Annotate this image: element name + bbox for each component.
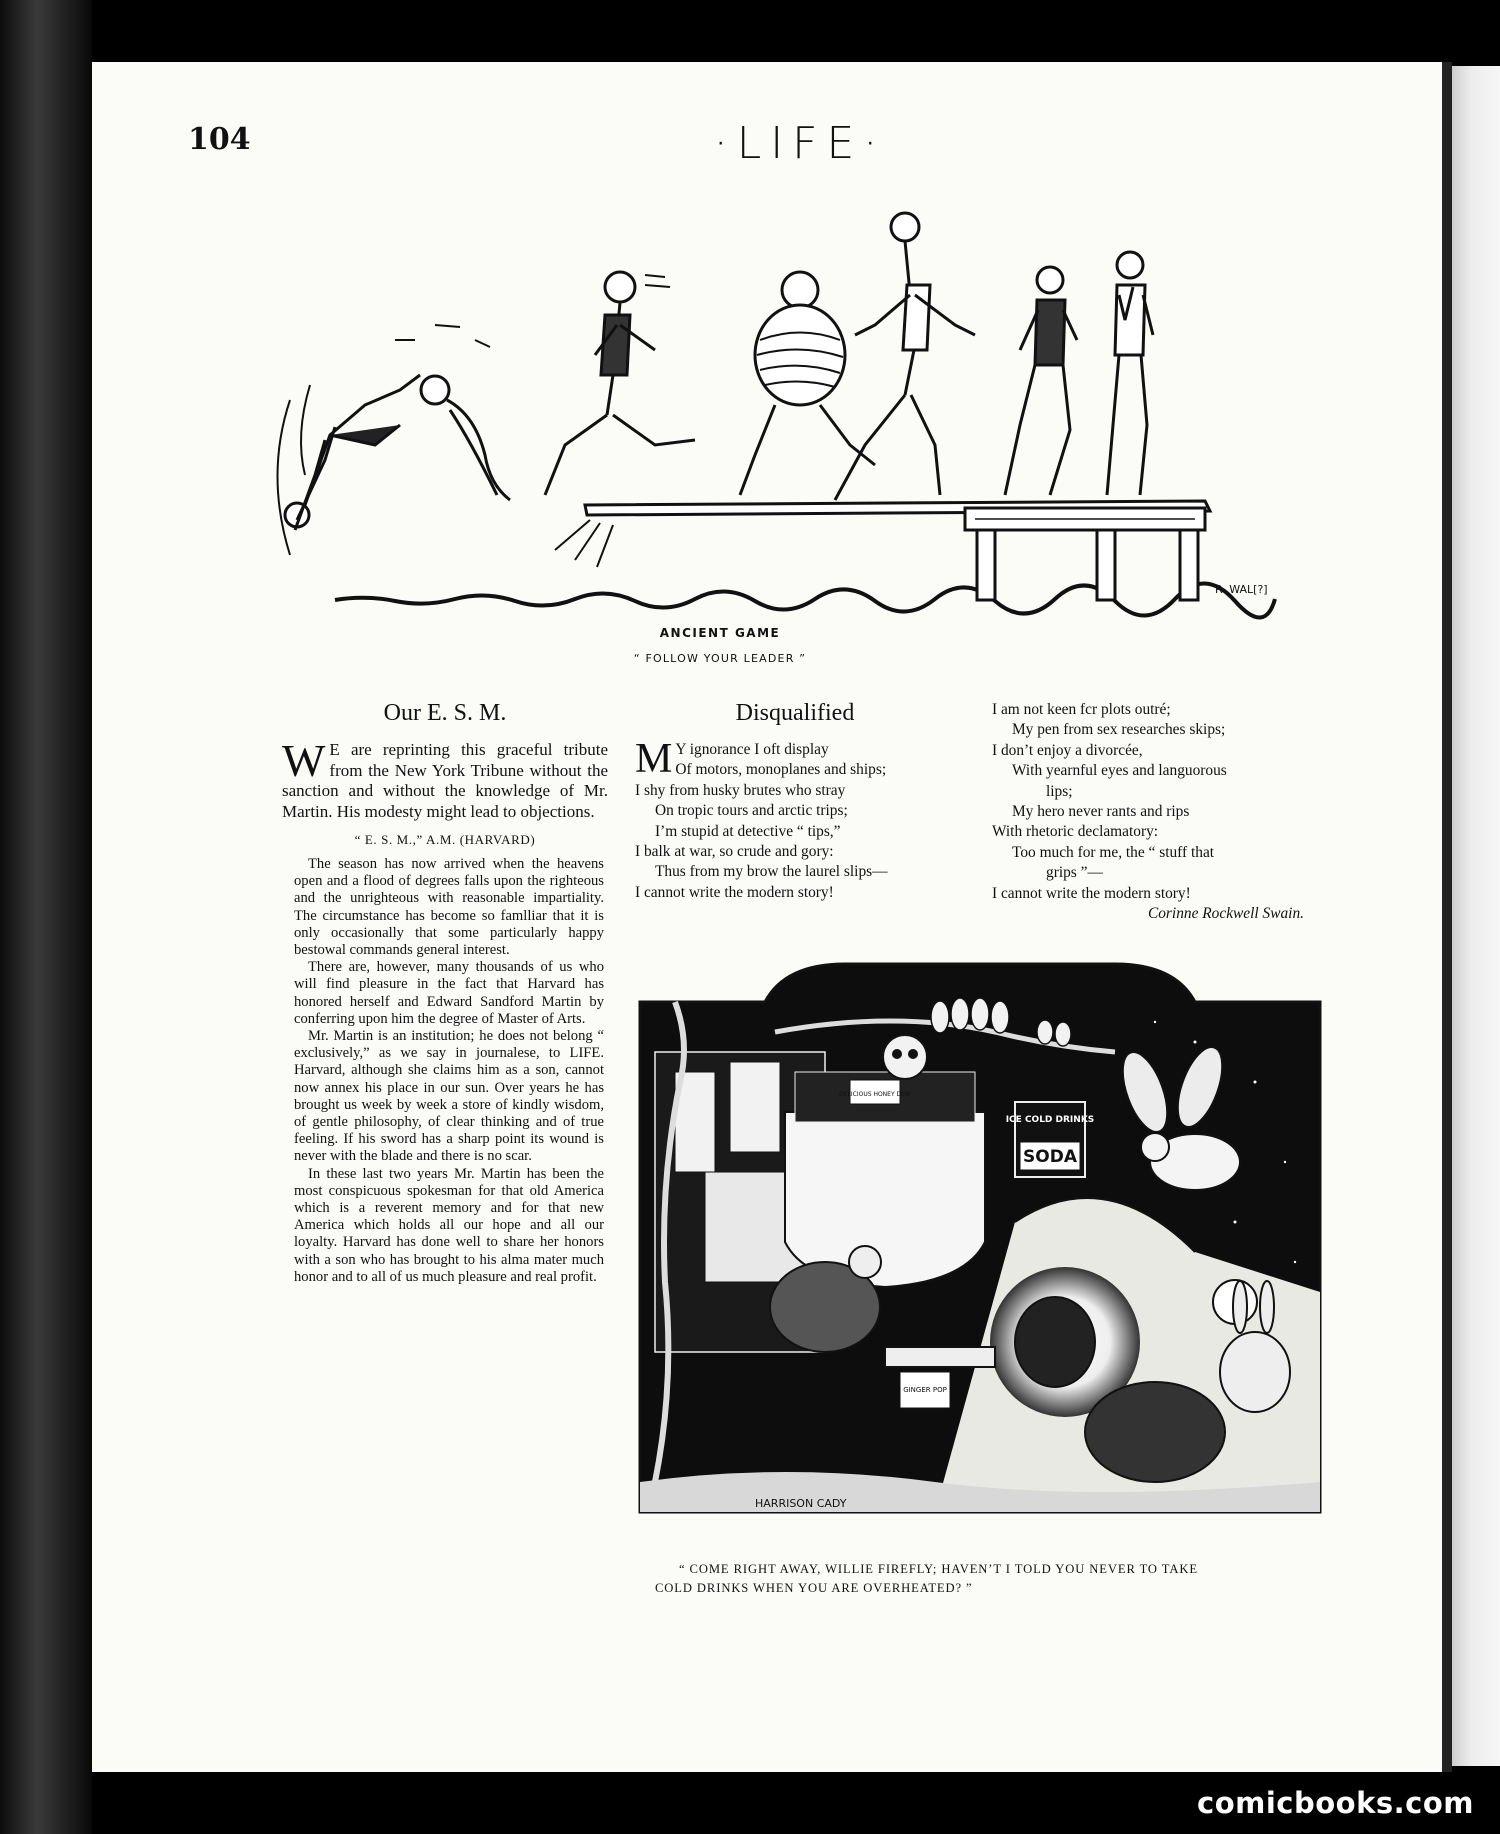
cartoon-top-signature: R. WAL[?] (1215, 583, 1268, 596)
cartoon-top-subtitle: “ FOLLOW YOUR LEADER ” (633, 652, 807, 665)
poem-line: My pen from sex researches skips; (1012, 721, 1226, 739)
cartoon-bottom-caption (655, 1560, 1305, 1598)
article-our-esm (282, 735, 608, 1286)
sign-ice-cold-drinks: ICE COLD DRINKS (1005, 1115, 1095, 1125)
adjacent-page-edge (1452, 66, 1500, 1766)
article-title: Our E. S. M. (383, 700, 507, 726)
scan-background-left (0, 0, 92, 1834)
article-paragraph: In these last two years Mr. Martin has been the most conspicuous spokesman for that old America which is a reverent memory and for that new America which holds all our hope and all our loyalty. Harvard has done well to share her honors with a son who has brought to his alma mater much honor and to all of us much pleasure and real profit. (294, 1165, 604, 1285)
poem-line: lips; (1046, 782, 1073, 800)
article-drop-cap: W (282, 735, 326, 786)
masthead: ·LIFE· (713, 118, 887, 169)
poem-line: I don’t enjoy a divorcée, (992, 741, 1143, 759)
poem-title: Disqualified (735, 700, 855, 726)
poem-line: I shy from husky brutes who stray (635, 781, 846, 799)
poem-line: I am not keen fcr plots outré; (992, 701, 1171, 718)
cartoon-willie-firefly (635, 962, 1325, 1517)
poem-line: I balk at war, so crude and gory: (635, 843, 834, 861)
poem-stanza-1 (635, 736, 965, 903)
article-intro-text: E are reprinting this graceful tribute from the New York Tribune without the sanction and without the knowledge of Mr. Martin. His modesty might lead to objections. (282, 740, 608, 821)
book-spine (1442, 62, 1452, 1772)
cartoon-follow-your-leader (235, 175, 1295, 635)
poem-line: On tropic tours and arctic trips; (655, 802, 848, 820)
article-paragraph: Mr. Martin is an institution; he does not belong “ exclusively,” as we say in journalese, to LIFE. Harvard, although she claims him as a son, cannot now annex his place in our sun. Over years he has brought us week by week a store of kindly wisdom, of gentle philosophy, of clear thinking and of true feeling. If his sword has a sharp point its wound is never with the blade and there is no scar. (294, 1028, 604, 1165)
poem-line: My hero never rants and rips (1012, 803, 1190, 821)
sign-soda: SODA (1023, 1147, 1077, 1167)
poem-author: Corinne Rockwell Swain. (1147, 905, 1304, 923)
poem-drop-cap: M (635, 736, 673, 782)
poem-line: Too much for me, the “ stuff that (1012, 843, 1215, 861)
sign-honey-dew: DELICIOUS HONEY DEW (839, 1091, 911, 1098)
poem-line: With rhetoric declamatory: (992, 823, 1159, 841)
article-paragraph: The season has now arrived when the heavens open and a flood of degrees falls upon the righteous and the unrighteous with reasonable impartiality. The circumstance has become so famlliar that it is only occasionally that some particularly happy bestowal commands general interest. (294, 856, 604, 959)
page-number: 104 (188, 122, 251, 157)
caption-line-1: “ COME RIGHT AWAY, WILLIE FIREFLY; HAVEN’T I TOLD YOU NEVER TO TAKE (679, 1562, 1198, 1576)
article-paragraph: There are, however, many thousands of us who will find pleasure in the fact that Harvard has honored herself and Edward Sandford Martin by conferring upon him the degree of Master of Arts. (294, 959, 604, 1027)
poem-line (992, 761, 1326, 781)
sign-ginger-pop: GINGER POP (903, 1386, 947, 1394)
poem-line: Of motors, monoplanes and ships; (675, 761, 887, 779)
poem-line: Y ignorance I oft display (675, 741, 829, 758)
poem-line: grips ”— (1046, 864, 1103, 882)
watermark: comicbooks.com (1197, 1786, 1474, 1820)
poem-line: I’m stupid at detective “ tips,” (655, 822, 841, 840)
poem-line-text: With yearnful eyes and languorous (1012, 762, 1227, 780)
article-byline: “ E. S. M.,” A.M. (HARVARD) (354, 832, 536, 847)
cartoon-top-title: ANCIENT GAME (659, 626, 781, 640)
poem-stanza-2 (992, 700, 1326, 924)
poem-line: Thus from my brow the laurel slips— (655, 863, 888, 881)
poem-line: I cannot write the modern story! (992, 884, 1191, 902)
article-body (294, 856, 604, 1286)
caption-line-2: COLD DRINKS WHEN YOU ARE OVERHEATED? ” (655, 1581, 973, 1595)
article-intro (282, 735, 608, 822)
cartoon-bottom-signature: HARRISON CADY (755, 1497, 847, 1510)
poem-line: I cannot write the modern story! (635, 883, 834, 901)
